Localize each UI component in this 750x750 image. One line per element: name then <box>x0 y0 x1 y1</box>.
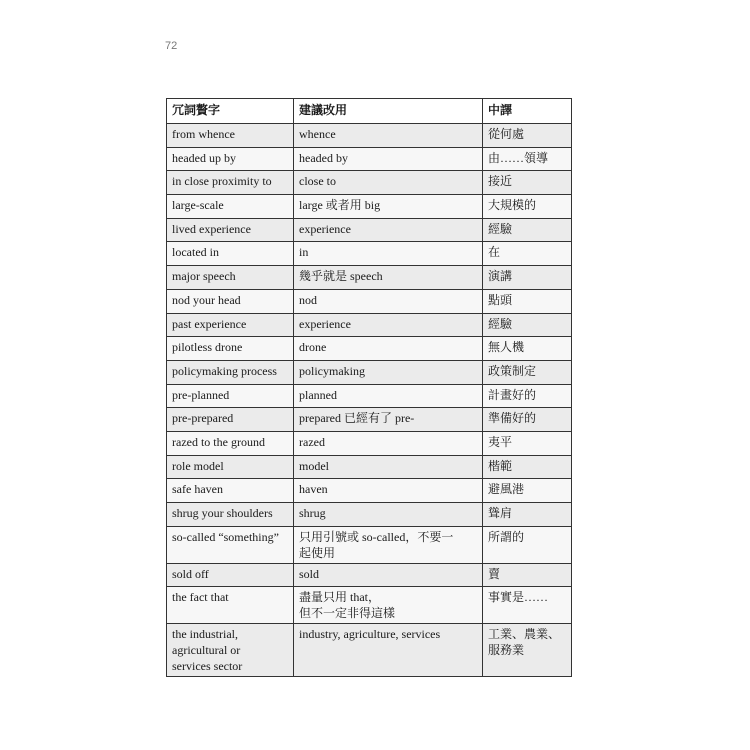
suggested-phrase-cell: headed by <box>294 147 483 171</box>
translation-cell: 由……領導 <box>483 147 572 171</box>
table-row <box>167 563 572 587</box>
redundant-phrase-cell: the industrial, agricultural or services sector <box>167 624 294 677</box>
suggested-phrase-cell: experience <box>294 313 483 337</box>
table-row <box>167 587 572 624</box>
table-row <box>167 171 572 195</box>
header-suggested-phrase: 建議改用 <box>294 99 483 124</box>
translation-cell: 接近 <box>483 171 572 195</box>
table-row <box>167 503 572 527</box>
redundant-phrase-cell: role model <box>167 455 294 479</box>
table-row <box>167 289 572 313</box>
translation-cell: 計畫好的 <box>483 384 572 408</box>
redundant-phrase-cell: in close proximity to <box>167 171 294 195</box>
suggested-phrase-cell: policymaking <box>294 360 483 384</box>
redundant-phrase-cell: nod your head <box>167 289 294 313</box>
header-redundant-phrase: 冗詞贅字 <box>167 99 294 124</box>
suggested-phrase-cell: industry, agriculture, services <box>294 624 483 677</box>
suggested-phrase-cell: planned <box>294 384 483 408</box>
redundant-phrase-cell: from whence <box>167 124 294 148</box>
translation-cell: 無人機 <box>483 337 572 361</box>
translation-cell: 楷範 <box>483 455 572 479</box>
redundant-phrase-cell: located in <box>167 242 294 266</box>
suggested-phrase-cell: drone <box>294 337 483 361</box>
table-row <box>167 218 572 242</box>
translation-cell: 政策制定 <box>483 360 572 384</box>
table-row <box>167 313 572 337</box>
translation-cell: 賣 <box>483 563 572 587</box>
translation-cell: 避風港 <box>483 479 572 503</box>
translation-cell: 在 <box>483 242 572 266</box>
suggested-phrase-cell: razed <box>294 431 483 455</box>
suggested-phrase-cell: in <box>294 242 483 266</box>
suggested-phrase-cell: 幾乎就是 speech <box>294 266 483 290</box>
redundant-phrase-cell: large-scale <box>167 195 294 219</box>
translation-cell: 所謂的 <box>483 526 572 563</box>
translation-cell: 準備好的 <box>483 408 572 432</box>
table-row <box>167 526 572 563</box>
suggested-phrase-cell: 盡量只用 that， 但不一定非得這樣 <box>294 587 483 624</box>
table-row <box>167 360 572 384</box>
page-number: 72 <box>165 40 178 52</box>
translation-cell: 從何處 <box>483 124 572 148</box>
suggested-phrase-cell: 只用引號或 so-called，不要一 起使用 <box>294 526 483 563</box>
translation-cell: 工業、農業、 服務業 <box>483 624 572 677</box>
redundancy-table <box>166 98 572 677</box>
header-chinese-translation: 中譯 <box>483 99 572 124</box>
redundant-phrase-cell: policymaking process <box>167 360 294 384</box>
table-row <box>167 479 572 503</box>
suggested-phrase-cell: whence <box>294 124 483 148</box>
table-row <box>167 266 572 290</box>
suggested-phrase-cell: close to <box>294 171 483 195</box>
suggested-phrase-cell: model <box>294 455 483 479</box>
table-row <box>167 147 572 171</box>
redundant-phrase-cell: pre-planned <box>167 384 294 408</box>
table-header-row <box>167 99 572 124</box>
redundant-phrase-cell: pilotless drone <box>167 337 294 361</box>
translation-cell: 夷平 <box>483 431 572 455</box>
translation-cell: 大規模的 <box>483 195 572 219</box>
redundant-phrase-cell: razed to the ground <box>167 431 294 455</box>
translation-cell: 點頭 <box>483 289 572 313</box>
suggested-phrase-cell: sold <box>294 563 483 587</box>
redundant-phrase-cell: major speech <box>167 266 294 290</box>
redundant-phrase-cell: the fact that <box>167 587 294 624</box>
suggested-phrase-cell: nod <box>294 289 483 313</box>
table-row <box>167 195 572 219</box>
redundant-phrase-cell: past experience <box>167 313 294 337</box>
translation-cell: 事實是…… <box>483 587 572 624</box>
suggested-phrase-cell: prepared 已經有了 pre- <box>294 408 483 432</box>
redundant-phrase-cell: shrug your shoulders <box>167 503 294 527</box>
redundant-phrase-cell: pre-prepared <box>167 408 294 432</box>
table-row <box>167 337 572 361</box>
table-row <box>167 431 572 455</box>
redundant-phrase-cell: sold off <box>167 563 294 587</box>
redundant-phrase-cell: so-called “something” <box>167 526 294 563</box>
suggested-phrase-cell: large 或者用 big <box>294 195 483 219</box>
translation-cell: 經驗 <box>483 313 572 337</box>
table-row <box>167 624 572 677</box>
translation-cell: 演講 <box>483 266 572 290</box>
table-row <box>167 242 572 266</box>
translation-cell: 經驗 <box>483 218 572 242</box>
suggested-phrase-cell: haven <box>294 479 483 503</box>
table-row <box>167 384 572 408</box>
table-row <box>167 408 572 432</box>
redundant-phrase-cell: safe haven <box>167 479 294 503</box>
translation-cell: 聳肩 <box>483 503 572 527</box>
table-row <box>167 455 572 479</box>
redundant-phrase-cell: lived experience <box>167 218 294 242</box>
redundant-phrase-cell: headed up by <box>167 147 294 171</box>
table-row <box>167 124 572 148</box>
suggested-phrase-cell: experience <box>294 218 483 242</box>
suggested-phrase-cell: shrug <box>294 503 483 527</box>
